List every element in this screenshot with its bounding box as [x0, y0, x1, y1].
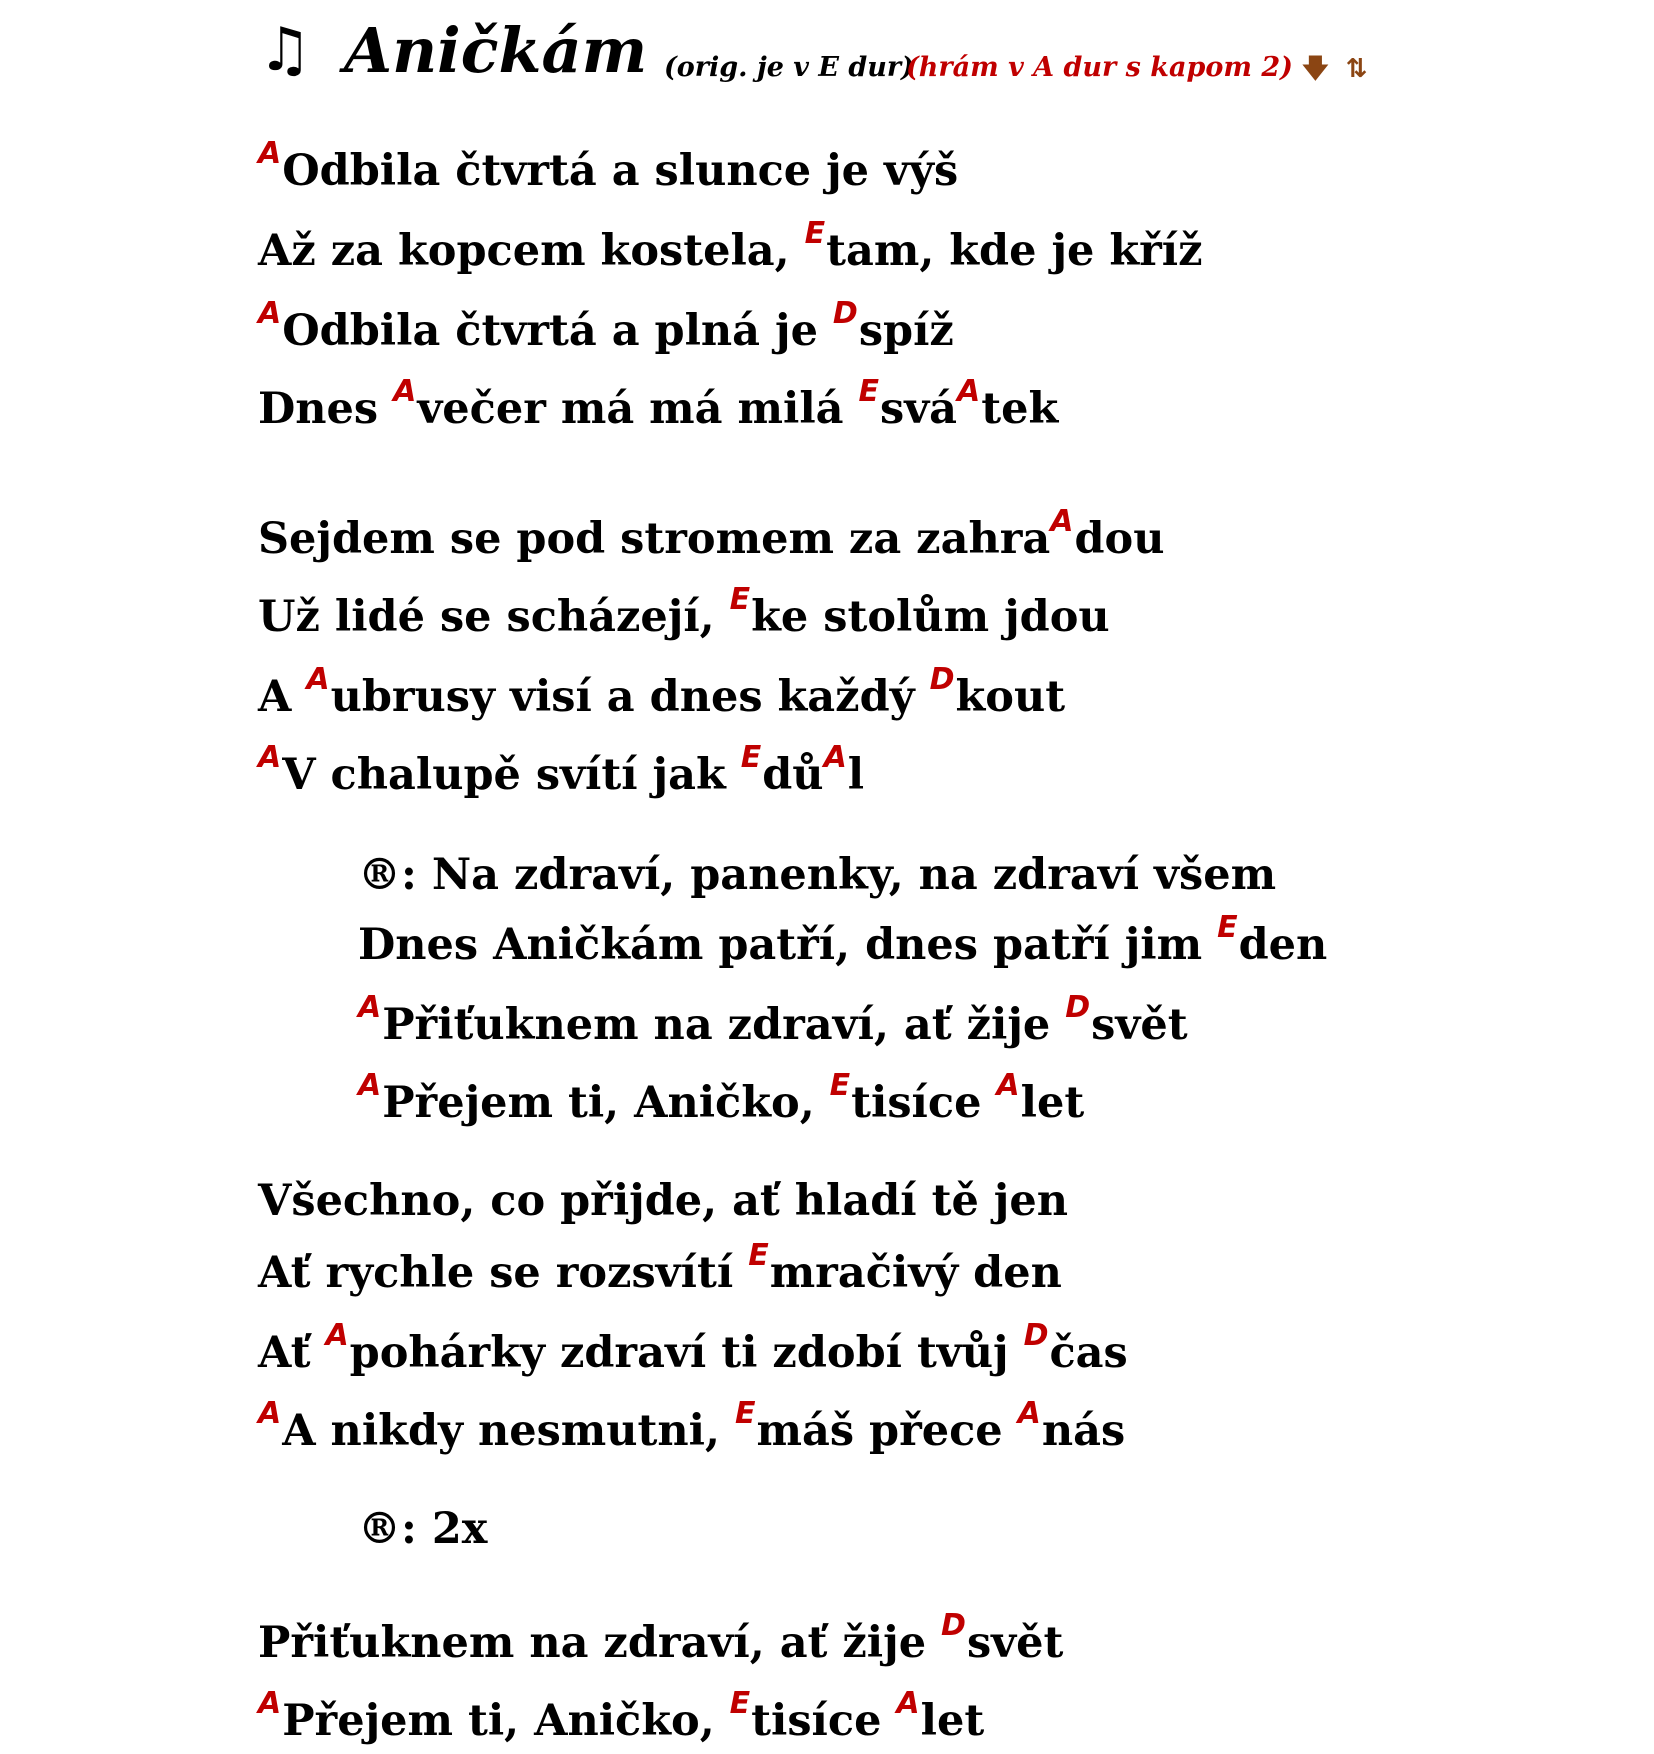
lyric-text: tisíce — [851, 1078, 997, 1128]
chord-label: A — [823, 740, 847, 775]
lyric-text: svět — [966, 1618, 1064, 1668]
lyric-text: l — [847, 750, 865, 800]
lyric-text: máš přece — [756, 1406, 1018, 1456]
chord-label: D — [1023, 1318, 1049, 1353]
chord-label: A — [957, 374, 981, 409]
chord-label: A — [996, 1068, 1020, 1103]
lyric-text: čas — [1049, 1328, 1128, 1378]
lyric-text: Až za kopcem kostela, — [258, 226, 805, 276]
lyric-line — [258, 582, 1110, 642]
chord-label: A — [258, 1396, 282, 1431]
chord-label: A — [393, 374, 417, 409]
lyric-text: Dnes — [258, 384, 394, 434]
lyric-line — [258, 740, 865, 800]
lyric-text: Přiťuknem na zdraví, ať žije — [382, 1000, 1066, 1050]
lyric-text: Odbila čtvrtá a plná je — [282, 306, 833, 356]
lyric-text: spíž — [858, 306, 954, 356]
transpose-swap-icon[interactable]: ⇅ — [1345, 54, 1368, 84]
chord-label: D — [929, 662, 955, 697]
lyric-text: ®: 2x — [358, 1504, 488, 1554]
lyric-line — [258, 374, 1059, 434]
lyric-text: V chalupě svítí jak — [282, 750, 741, 800]
chord-label: A — [258, 136, 282, 171]
lyric-text: svět — [1091, 1000, 1188, 1050]
lyric-text: dou — [1074, 514, 1165, 564]
chord-label: A — [1017, 1396, 1041, 1431]
lyric-text: dů — [762, 750, 824, 800]
chorus-repeat — [358, 1504, 488, 1554]
lyric-text: tam, kde je kříž — [826, 226, 1203, 276]
lyric-text: Přiťuknem na zdraví, ať žije — [258, 1618, 942, 1668]
lyric-text: Přejem ti, Aničko, — [282, 1696, 730, 1746]
lyric-text: nás — [1041, 1406, 1126, 1456]
lyric-text: kout — [955, 672, 1066, 722]
lyric-line — [258, 136, 959, 196]
chorus-line — [358, 910, 1328, 970]
chord-label: E — [740, 740, 762, 775]
lyric-text: A nikdy nesmutni, — [282, 1406, 735, 1456]
lyric-text: Už lidé se scházejí, — [258, 592, 730, 642]
chord-label: E — [829, 1068, 851, 1103]
chord-label: E — [748, 1238, 769, 1273]
lyric-line — [258, 1176, 1068, 1226]
chorus-line — [358, 990, 1188, 1050]
chord-label: A — [358, 1068, 382, 1103]
chord-label: A — [358, 990, 382, 1025]
lyric-line — [258, 216, 1203, 276]
chord-label: D — [1065, 990, 1091, 1025]
chord-label: E — [858, 374, 879, 409]
chord-label: E — [729, 1686, 751, 1721]
chord-label: A — [258, 296, 282, 331]
original-key: (orig. je v E dur) — [664, 52, 914, 83]
chord-label: D — [832, 296, 858, 331]
lyric-text: tisíce — [751, 1696, 897, 1746]
chord-label: E — [729, 582, 751, 617]
chorus-line — [358, 850, 1277, 900]
lyric-line — [258, 1238, 1062, 1298]
lyric-text: Všechno, co přijde, ať hladí tě jen — [258, 1176, 1068, 1226]
chorus-line — [358, 1068, 1085, 1128]
lyric-text: Odbila čtvrtá a slunce je výš — [282, 146, 959, 196]
lyric-text: ®: Na zdraví, panenky, na zdraví všem — [358, 850, 1277, 900]
song-header — [258, 14, 1458, 104]
lyric-text: Dnes Aničkám patří, dnes patří jim — [358, 920, 1218, 970]
transpose-down-icon[interactable]: 🡇 — [1302, 54, 1329, 84]
chord-label: E — [804, 216, 826, 251]
lyric-line — [258, 1686, 985, 1746]
chord-label: D — [941, 1608, 966, 1643]
chord-label: A — [306, 662, 330, 697]
lyric-text: A — [258, 672, 307, 722]
chord-label: A — [258, 1686, 282, 1721]
lyric-text: večer má má milá — [417, 384, 859, 434]
lyric-line — [258, 1396, 1126, 1456]
chord-label: A — [258, 740, 282, 775]
lyric-text: Ať rychle se rozsvítí — [258, 1248, 749, 1298]
lyric-text: ke stolům jdou — [751, 592, 1110, 642]
lyric-text: mračivý den — [769, 1248, 1062, 1298]
music-note-icon: ♫ — [258, 15, 312, 85]
lyric-text: svá — [879, 384, 958, 434]
lyric-text: let — [1020, 1078, 1085, 1128]
played-key: (hrám v A dur s kapom 2) — [906, 52, 1293, 83]
lyric-text: Ať — [258, 1328, 326, 1378]
lyric-line — [258, 1608, 1064, 1668]
chord-label: A — [325, 1318, 349, 1353]
lyric-text: tek — [981, 384, 1059, 434]
lyric-line — [258, 1318, 1128, 1378]
lyric-text: den — [1238, 920, 1328, 970]
lyric-text: pohárky zdraví ti zdobí tvůj — [349, 1328, 1024, 1378]
lyric-line — [258, 296, 954, 356]
lyric-text: Přejem ti, Aničko, — [382, 1078, 830, 1128]
lyric-line — [258, 662, 1066, 722]
chord-label: E — [1217, 910, 1238, 945]
song-title: Aničkám — [344, 14, 648, 87]
chord-label: A — [896, 1686, 920, 1721]
lyric-text: let — [920, 1696, 985, 1746]
transpose-controls — [1302, 50, 1376, 94]
chord-label: A — [1050, 504, 1074, 539]
lyric-text: ubrusy visí a dnes každý — [330, 672, 930, 722]
chord-label: E — [734, 1396, 756, 1431]
lyric-text: Sejdem se pod stromem za zahra — [258, 514, 1051, 564]
lyric-line — [258, 504, 1165, 564]
